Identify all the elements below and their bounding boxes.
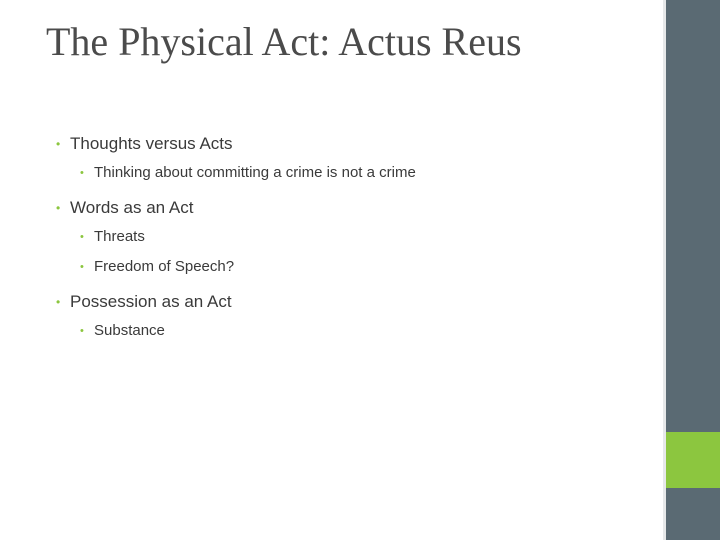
bullet-words-as-an-act bbox=[54, 194, 654, 222]
bullet-list bbox=[54, 130, 654, 346]
slide-title: The Physical Act: Actus Reus bbox=[46, 19, 522, 64]
sub-bullet-text: Substance bbox=[94, 322, 165, 339]
sub-bullet-text: Threats bbox=[94, 228, 145, 245]
sub-bullet-dot-icon: • bbox=[80, 261, 84, 273]
sub-bullet-substance bbox=[54, 316, 654, 346]
bullet-dot-icon: • bbox=[56, 201, 61, 215]
sub-bullet-dot-icon: • bbox=[80, 167, 84, 179]
bullet-thoughts-versus-acts bbox=[54, 130, 654, 158]
bullet-dot-icon: • bbox=[56, 137, 61, 151]
bullet-text: Words as an Act bbox=[70, 198, 194, 217]
sub-bullet-dot-icon: • bbox=[80, 231, 84, 243]
sub-bullet-freedom-of-speech bbox=[54, 252, 654, 282]
sub-bullet-threats bbox=[54, 222, 654, 252]
sub-bullet-dot-icon: • bbox=[80, 325, 84, 337]
sub-bullet-text: Thinking about committing a crime is not a crime bbox=[94, 164, 416, 181]
bullet-possession-as-an-act bbox=[54, 288, 654, 316]
bullet-dot-icon: • bbox=[56, 295, 61, 309]
bullet-text: Possession as an Act bbox=[70, 292, 232, 311]
sub-bullet-thinking bbox=[54, 158, 654, 188]
sidebar-accent-block bbox=[666, 432, 720, 488]
bullet-text: Thoughts versus Acts bbox=[70, 134, 233, 153]
sub-bullet-text: Freedom of Speech? bbox=[94, 258, 235, 275]
